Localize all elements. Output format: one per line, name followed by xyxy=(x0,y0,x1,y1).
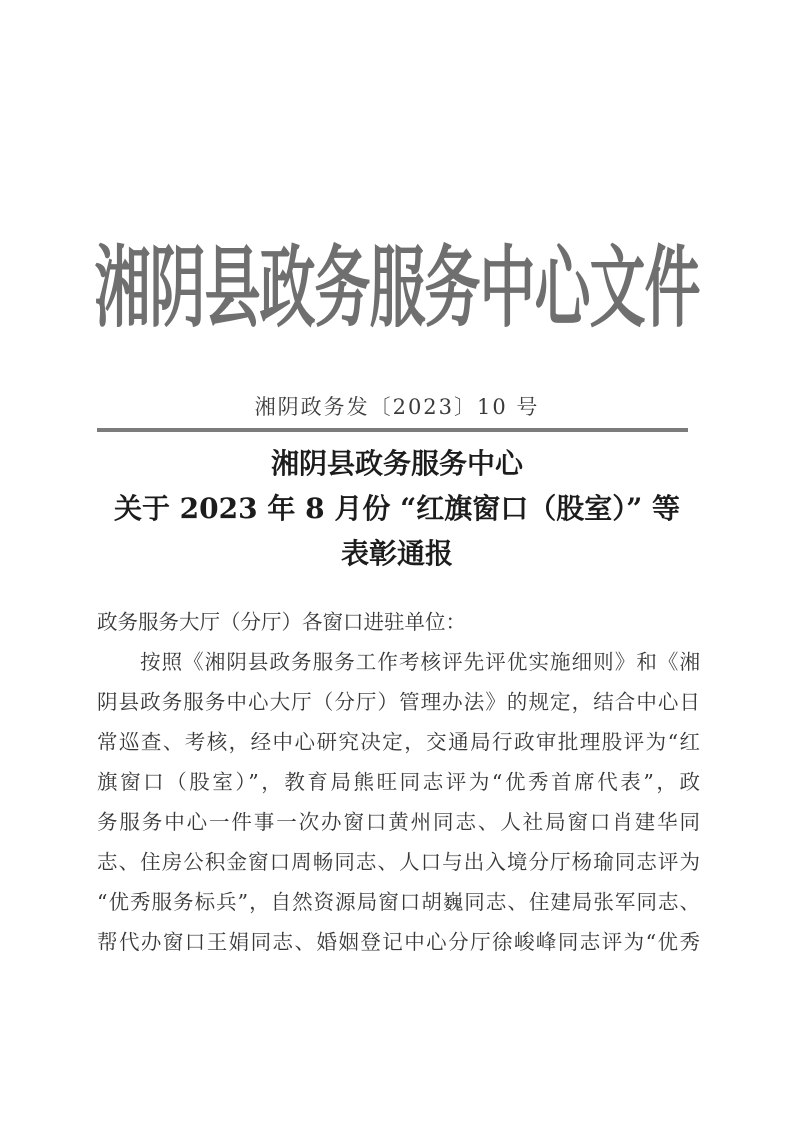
body-line: “优秀服务标兵”，自然资源局窗口胡巍同志、住建局张军同志、 xyxy=(97,890,700,914)
body-line: 务服务中心一件事一次办窗口黄州同志、人社局窗口肖建华同 xyxy=(97,810,700,834)
title-line-2: 关于 2023 年 8 月份 “红旗窗口（股室）” 等 xyxy=(113,492,681,525)
body-line: 按照《湘阴县政务服务工作考核评先评优实施细则》和《湘 xyxy=(140,650,700,674)
body-line: 志、住房公积金窗口周畅同志、人口与出入境分厅杨瑜同志评为 xyxy=(97,850,700,874)
masthead xyxy=(0,230,794,341)
header-divider xyxy=(97,428,688,432)
title-line-1: 湘阴县政务服务中心 xyxy=(270,447,523,480)
masthead-title: 湘阴县政务服务中心文件 xyxy=(94,236,700,341)
document-body xyxy=(97,602,700,962)
title-line-3: 表彰通报 xyxy=(340,537,453,570)
body-line: 常巡查、考核，经中心研究决定，交通局行政审批理股评为“红 xyxy=(97,730,700,754)
body-line: 旗窗口（股室）”，教育局熊旺同志评为“优秀首席代表”，政 xyxy=(97,770,700,794)
body-line: 帮代办窗口王娟同志、婚姻登记中心分厅徐峻峰同志评为“优秀 xyxy=(97,930,700,954)
document-number: 湘阴政务发〔2023〕10 号 xyxy=(254,395,540,419)
body-line: 阴县政务服务中心大厅（分厅）管理办法》的规定，结合中心日 xyxy=(97,690,700,714)
document-title xyxy=(0,441,794,576)
body-line-salutation: 政务服务大厅（分厅）各窗口进驻单位： xyxy=(97,610,466,634)
